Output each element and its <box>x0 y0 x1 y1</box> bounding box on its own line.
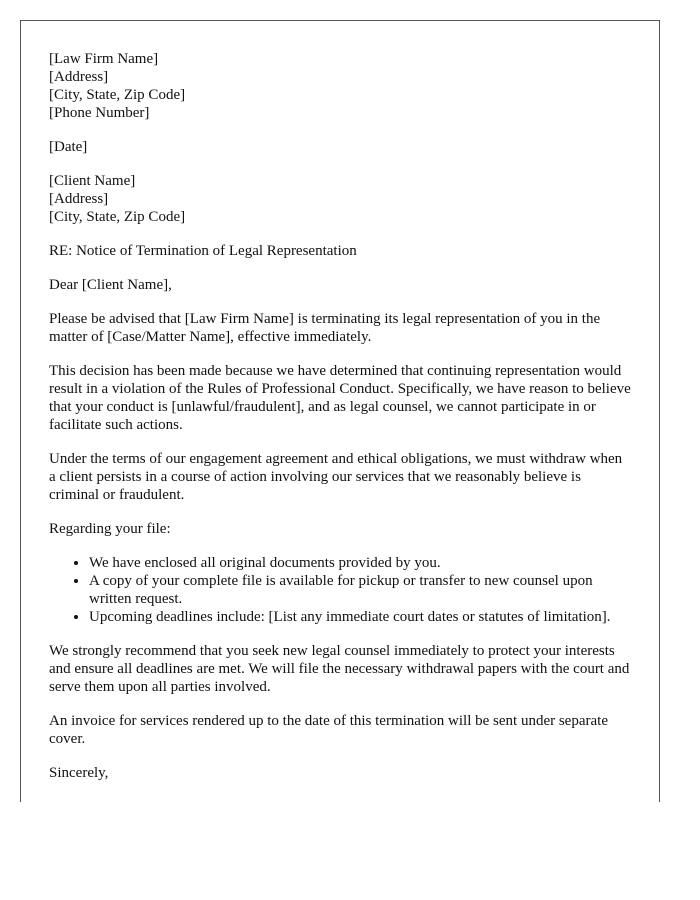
paragraph-termination-notice: Please be advised that [Law Firm Name] is terminating its legal representation of you in the matter of [Case/Matter Name], effective immediately. <box>49 311 601 345</box>
letter-date <box>49 138 631 156</box>
client-address: [Address] <box>49 191 109 207</box>
firm-name: [Law Firm Name] <box>49 51 159 67</box>
firm-address-block <box>49 50 631 122</box>
salutation: Dear [Client Name], <box>49 277 172 293</box>
subject-line: RE: Notice of Termination of Legal Representation <box>49 243 357 259</box>
file-items-list <box>49 554 631 626</box>
list-item: • Upcoming deadlines include: [List any immediate court dates or statutes of limitation]. <box>89 608 631 626</box>
paragraph-reason: This decision has been made because we have determined that continuing representation would result in a violation of the Rules of Professional Conduct. Specifically, we have reason to believe that your conduct is [unlawful/fraudulent], and as legal counsel, we cannot participate in or facilitate such actions. <box>49 363 631 433</box>
client-address-block <box>49 172 631 226</box>
client-name: [Client Name] <box>49 173 136 189</box>
firm-city-state-zip: [City, State, Zip Code] <box>49 87 186 103</box>
paragraph-recommendation: We strongly recommend that you seek new legal counsel immediately to protect your interests and ensure all deadlines are met. We will file the necessary withdrawal papers with the court and serve them upon all parties involved. <box>49 643 630 695</box>
letter-body <box>21 21 659 782</box>
firm-phone: [Phone Number] <box>49 105 150 121</box>
firm-address: [Address] <box>49 69 109 85</box>
date-text: [Date] <box>49 139 88 155</box>
list-item: • A copy of your complete file is available for pickup or transfer to new counsel upon written request. <box>89 572 631 608</box>
closing: Sincerely, <box>49 765 109 781</box>
list-item: • We have enclosed all original documents provided by you. <box>89 554 631 572</box>
file-intro: Regarding your file: <box>49 521 171 537</box>
letter-page <box>20 20 660 802</box>
paragraph-obligations: Under the terms of our engagement agreement and ethical obligations, we must withdraw when a client persists in a course of action involving our services that we reasonably believe is criminal or fraudulent. <box>49 451 623 503</box>
paragraph-invoice: An invoice for services rendered up to the date of this termination will be sent under separate cover. <box>49 713 608 747</box>
client-city-state-zip: [City, State, Zip Code] <box>49 209 186 225</box>
